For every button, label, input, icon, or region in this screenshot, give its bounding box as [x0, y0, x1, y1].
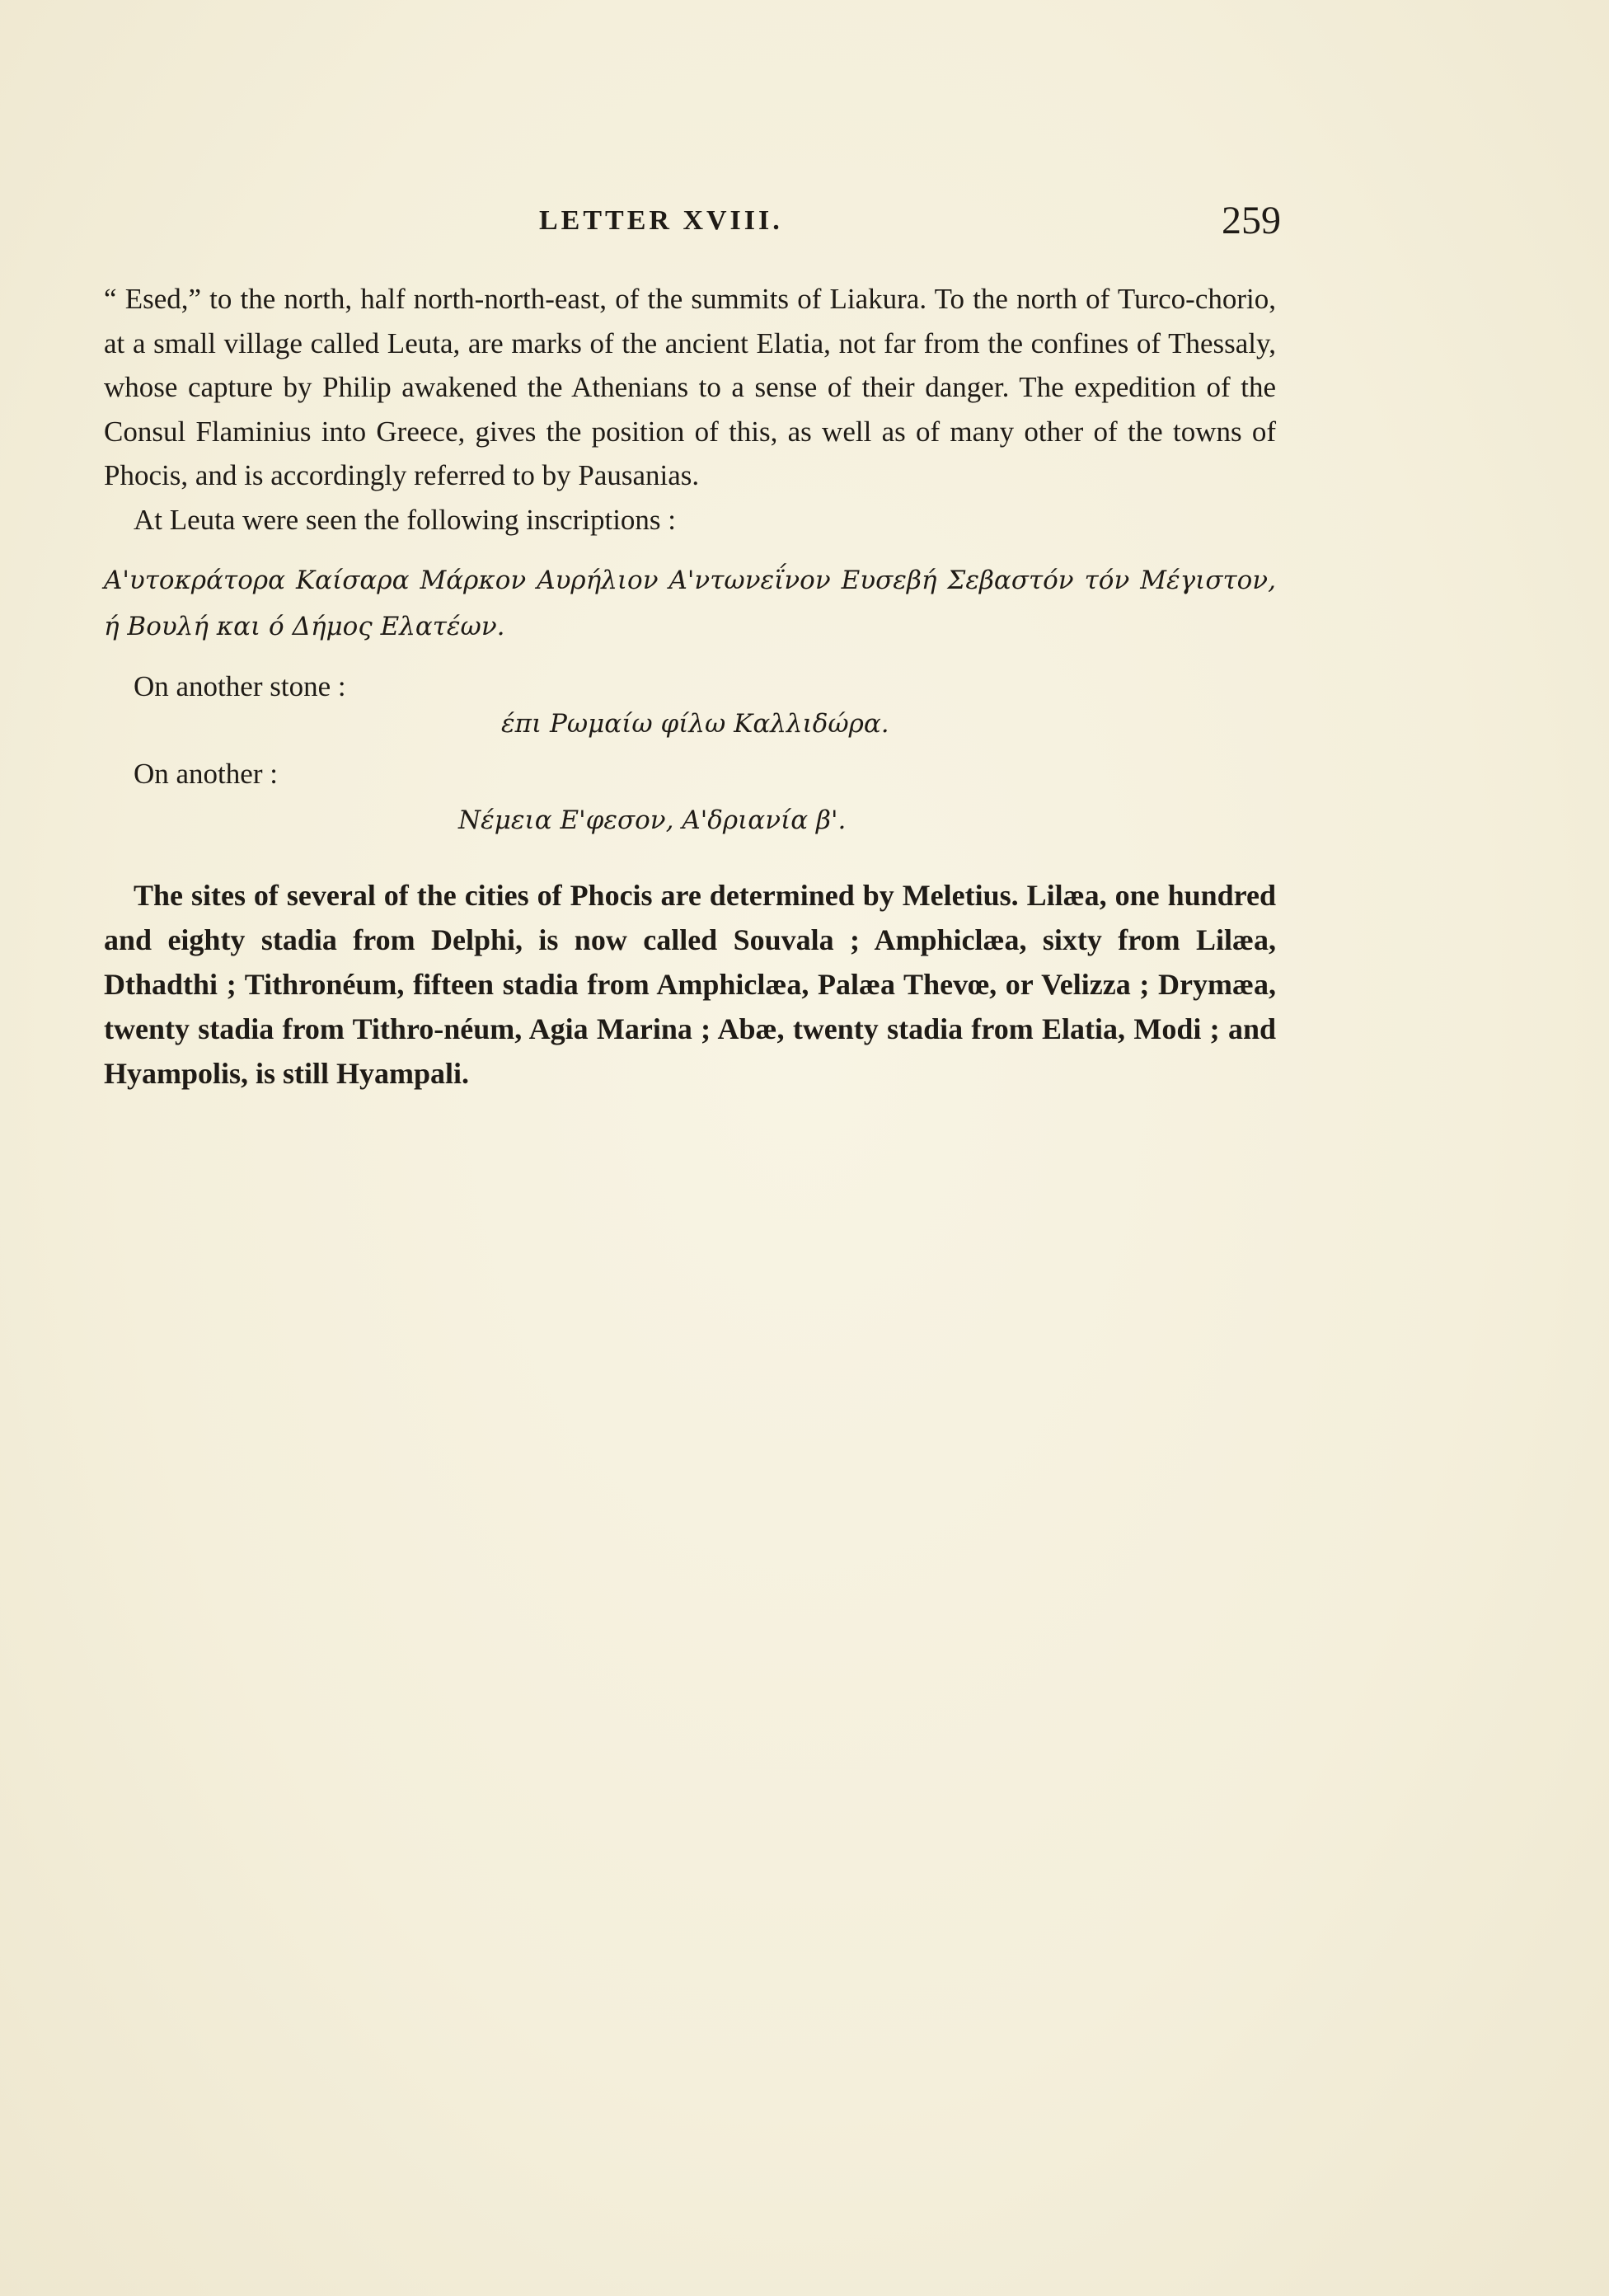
greek-inscription-2: έπι Ρωμαίω φίλω Καλλιδώρα. [501, 708, 889, 739]
greek-inscription-3: Νέμεια Ε'φεσον, Α'δριανία β'. [458, 805, 847, 835]
page-header [104, 196, 1281, 246]
greek-inscription-1: Α'υτοκράτορα Καίσαρα Μάρκον Αυρήλιον Α'ντωνεΐνον Ευσεβή Σεβαστόν τόν Μέγιστον, ή Βουλή και ό Δήμος Ελατέων. [104, 566, 1276, 641]
label-another-stone: On another stone : [134, 670, 346, 702]
page-body [104, 277, 1276, 1096]
running-head: LETTER XVIII. [539, 205, 783, 236]
paragraph-elatia: “ Esed,” to the north, half north-north-east, of the summits of Liakura. To the north of Turco-chorio, at a small village called Leuta, are marks of the ancient Elatia, not far from the confines of Thessaly, whose capture by Philip awakened the Athenians to a sense of their danger. The expedition of the Consul Flaminius into Greece, gives the position of this, as well as of many other of the towns of Phocis, and is accordingly referred to by Pausanias. [104, 283, 1276, 491]
paragraph-inscriptions-intro: At Leuta were seen the following inscriptions : [134, 503, 677, 536]
paragraph-phocis-sites: The sites of several of the cities of Phocis are determined by Meletius. Lilæa, one hundred and eighty stadia from Delphi, is now called Souvala ; Amphiclæa, sixty from Lilæa, Dthadthi ; Tithronéum, fifteen stadia from Amphiclæa, Palæa Thevœ, or Velizza ; Drymæa, twenty stadia from Tithro-néum, Agia Marina ; Abæ, twenty stadia from Elatia, Modi ; and Hyampolis, is still Hyampali. [104, 879, 1276, 1090]
page-number: 259 [1222, 199, 1281, 242]
label-another: On another : [134, 757, 278, 790]
